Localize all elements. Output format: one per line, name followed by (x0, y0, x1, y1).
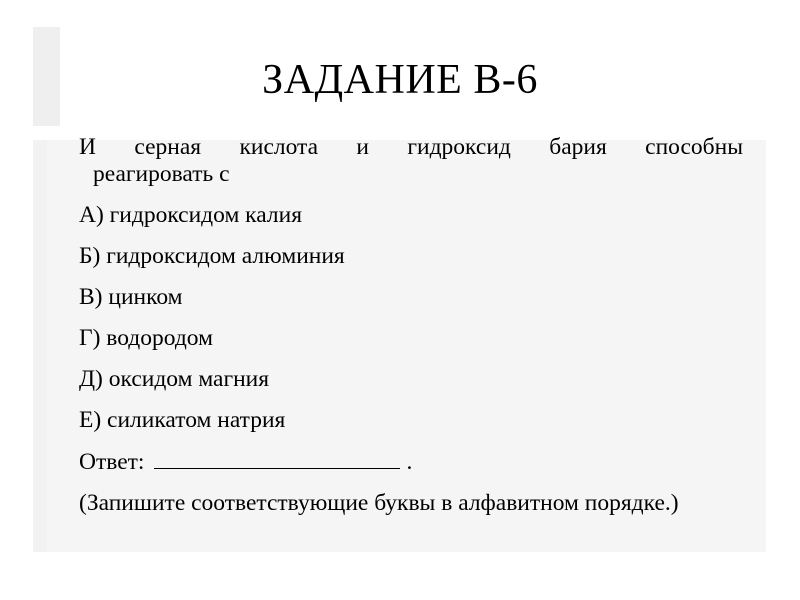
option-b: Б) гидроксидом алюминия (79, 243, 345, 269)
answer-row (79, 448, 743, 476)
option-f: Е) силикатом натрия (79, 407, 286, 433)
option-c: В) цинком (79, 284, 183, 310)
answer-end: . (406, 449, 413, 475)
option-a: А) гидроксидом калия (79, 202, 302, 228)
decorative-bar-left (33, 140, 47, 552)
slide-body (79, 134, 743, 531)
answer-blank[interactable] (154, 448, 400, 469)
instruction-text: (Запишите соответствующие буквы в алфавитном порядке.) (79, 490, 679, 516)
option-e: Д) оксидом магния (79, 366, 270, 392)
answer-label: Ответ: (79, 449, 145, 475)
question-line-2: реагировать с (93, 161, 230, 187)
question-text (79, 134, 743, 188)
option-d: Г) водородом (79, 325, 213, 351)
slide-title: ЗАДАНИЕ В-6 (262, 57, 538, 103)
question-line-1: И серная кислота и гидроксид бария способны (79, 134, 743, 160)
